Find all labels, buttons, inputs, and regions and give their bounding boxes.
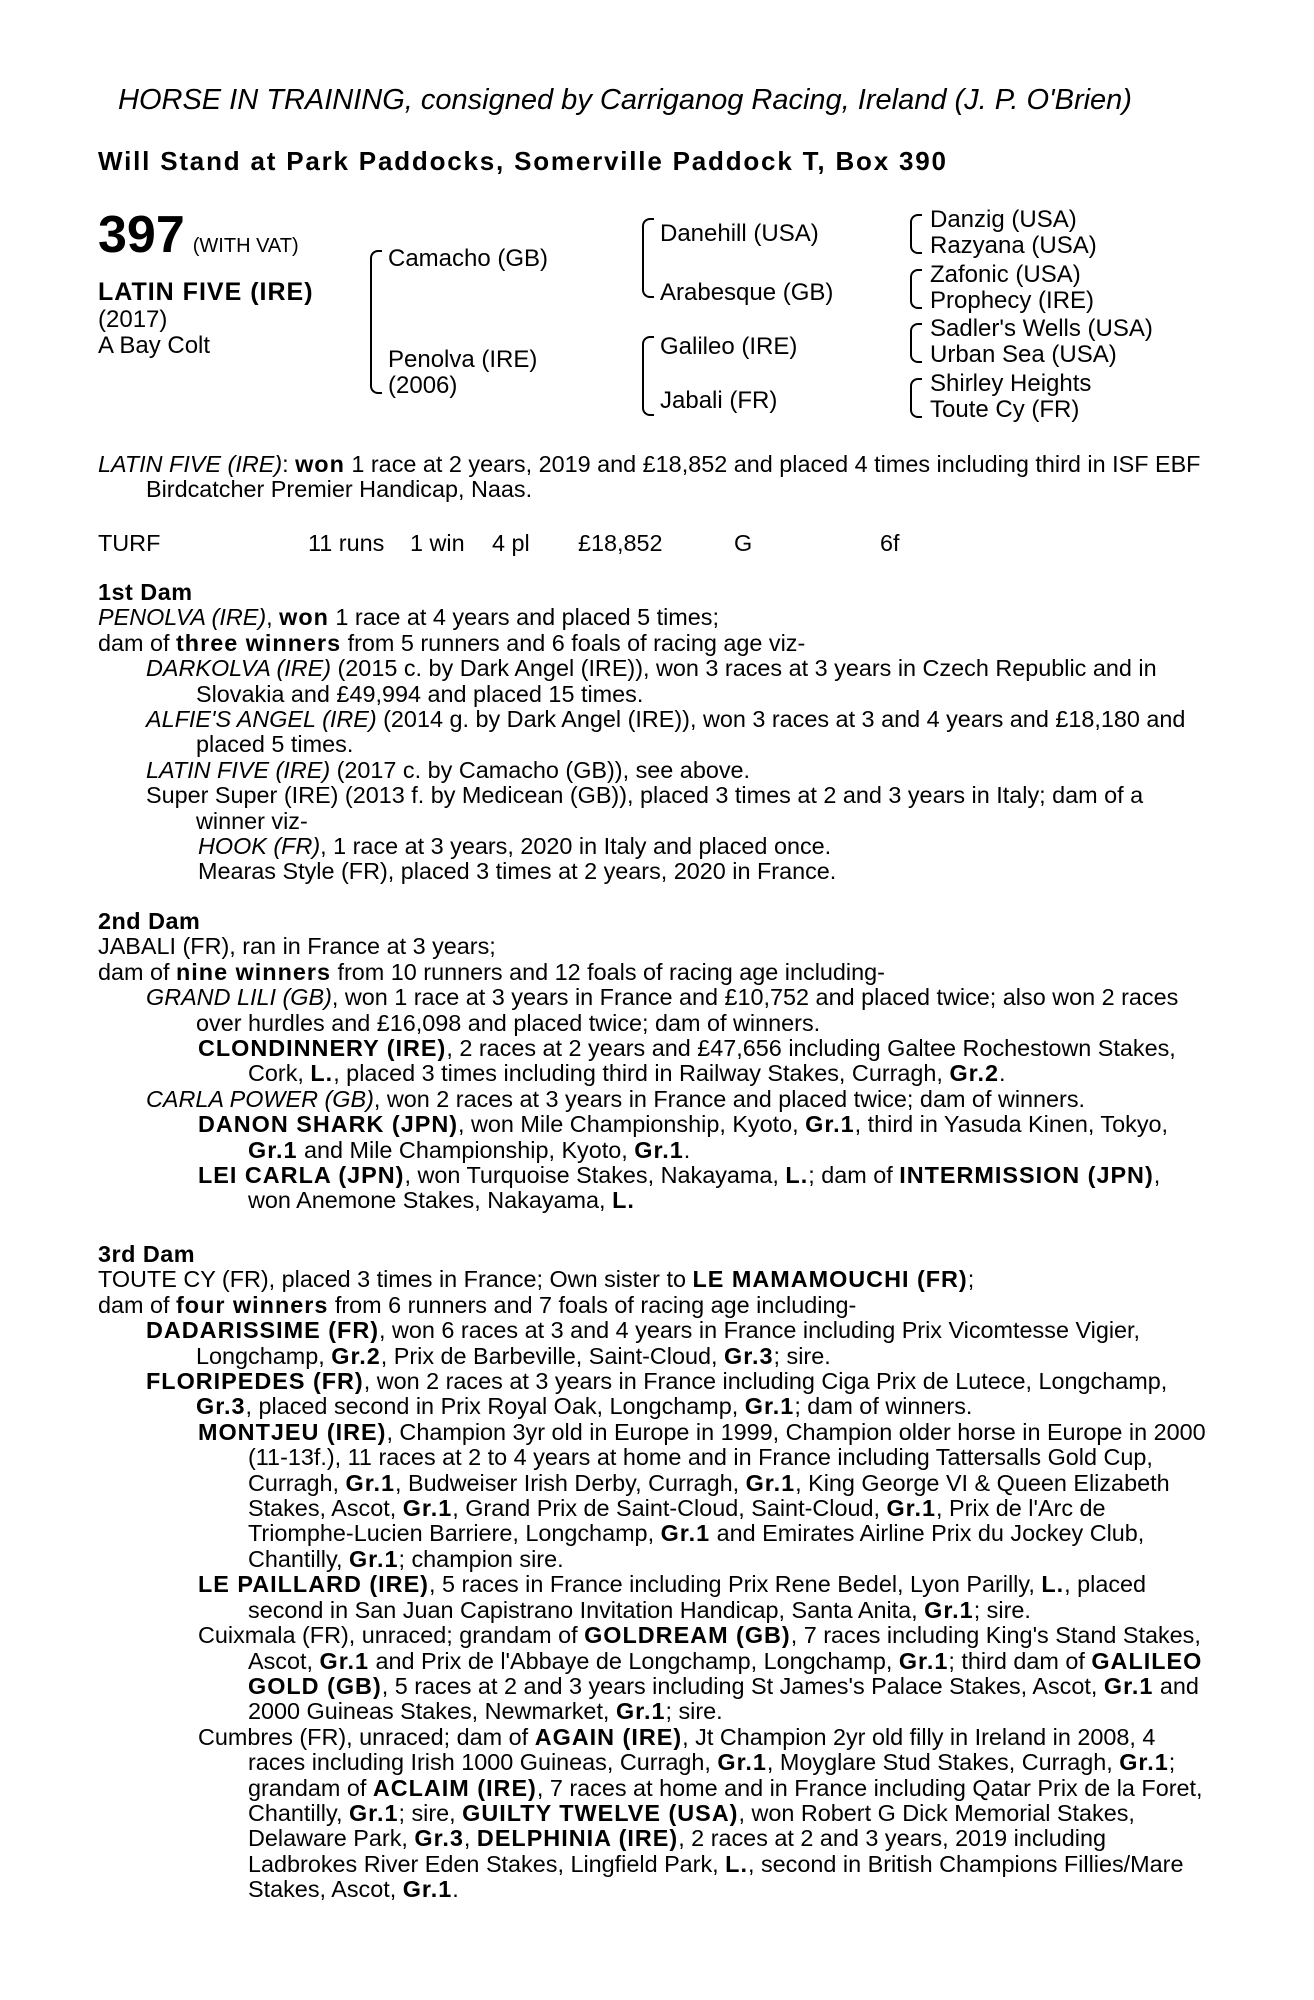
- produce-text: Mearas Style (FR), placed 3 times at 2 years, 2020 in France.: [198, 858, 837, 885]
- first-dam-section: [98, 580, 1208, 885]
- produce-text: ; dam of winners.: [794, 1393, 973, 1420]
- sibling-name: LE MAMAMOUCHI (FR): [692, 1266, 968, 1293]
- produce-text: , 5 races in France including Prix Rene Bedel, Lyon Parilly,: [428, 1571, 1042, 1598]
- group-mark: Gr.1: [615, 1698, 666, 1725]
- group-mark: Gr.1: [348, 1799, 399, 1826]
- first-dam-line: PENOLVA (IRE), won 1 race at 4 years and placed 5 times;: [98, 604, 719, 631]
- produce-text: , 2 races at 2 years and £47,656 including Galtee Rochestown Stakes, Cork,: [248, 1035, 1176, 1087]
- pedigree-brace: [910, 323, 922, 363]
- pedigree-brace: [370, 250, 382, 394]
- produce-text: , won Robert G Dick Memorial Stakes, Delaware Park,: [248, 1799, 1135, 1852]
- dam-text: TOUTE CY (FR), placed 3 times in France; Own sister to: [98, 1266, 693, 1293]
- produce-text: ; grandam of: [248, 1749, 1176, 1801]
- vat-label: (WITH VAT): [192, 235, 299, 257]
- pedigree-g6: Urban Sea (USA): [930, 341, 1117, 368]
- second-dam-produce-intro: [98, 960, 1208, 985]
- produce-name: LEI CARLA (JPN): [198, 1162, 405, 1189]
- produce-text: , 7 races at home and in France including Qatar Prix de la Foret, Chantilly,: [248, 1774, 1203, 1826]
- lot-header: [98, 205, 299, 265]
- produce-text: , won Turquoise Stakes, Nakayama,: [404, 1162, 786, 1189]
- produce-text: ; dam of: [808, 1162, 900, 1189]
- produce-text: , Prix de Barbeville, Saint-Cloud,: [380, 1342, 724, 1369]
- produce-name: LATIN FIVE (IRE): [146, 756, 331, 783]
- produce-text: , 1 race at 3 years, 2020 in Italy and placed once.: [320, 833, 832, 860]
- produce-entry: [98, 1318, 1208, 1369]
- group-mark: Gr.1: [745, 1469, 796, 1496]
- group-mark: Gr.1: [1119, 1749, 1169, 1776]
- second-dam-heading: 2nd Dam: [98, 908, 201, 934]
- pedigree-dam-sire: Galileo (IRE): [660, 333, 798, 360]
- produce-text: ; third dam of: [948, 1647, 1092, 1674]
- group-mark: Gr.1: [744, 1393, 795, 1420]
- produce-entry: [98, 1725, 1208, 1903]
- lot-number: 397: [98, 206, 185, 264]
- second-dam-line: JABALI (FR), ran in France at 3 years;: [98, 933, 496, 960]
- summary-won: won: [295, 451, 345, 477]
- turf-placed: 4 pl: [492, 530, 530, 556]
- pedigree-g5: Sadler's Wells (USA): [930, 315, 1153, 342]
- summary-paragraph: LATIN FIVE (IRE): won 1 race at 2 years, 2019 and £18,852 and placed 4 times including third in ISF EBF Birdcatcher Premier Handicap, Naas.: [98, 451, 1201, 503]
- produce-entry: [98, 1369, 1208, 1420]
- produce-name: HOOK (FR): [198, 833, 321, 860]
- group-mark: Gr.1: [345, 1469, 396, 1496]
- pedigree-sire-sire: Danehill (USA): [660, 220, 819, 247]
- produce-text: , Jt Champion 2yr old filly in Ireland in 2008, 4 races including Irish 1000 Guineas, Curragh,: [248, 1723, 1156, 1776]
- produce-name: DANON SHARK (JPN): [198, 1111, 459, 1138]
- listed-mark: L.: [612, 1187, 635, 1214]
- produce-entry: [98, 656, 1208, 707]
- third-dam-heading: 3rd Dam: [98, 1241, 196, 1267]
- pedigree-brace: [642, 336, 654, 416]
- produce-text: Cumbres (FR), unraced; dam of: [198, 1723, 535, 1750]
- produce-entry: [98, 1420, 1208, 1572]
- produce-text: and Mile Championship, Kyoto,: [297, 1136, 635, 1163]
- summary-text: 1 race at 2 years, 2019 and £18,852 and placed 4 times including third in: [344, 451, 1106, 477]
- dam-text: 1 race at 4 years and placed 5 times;: [328, 604, 719, 631]
- dam-text: ;: [967, 1266, 975, 1293]
- produce-text: , Champion 3yr old in Europe in 1999, Champion older horse in Europe in 2000 (11-13f.), 11 races at 2 to 4 years at home and in France including Tattersalls Gold Cup, Curragh,: [248, 1418, 1206, 1496]
- first-dam-heading: 1st Dam: [98, 579, 193, 605]
- third-dam-section: [98, 1242, 1208, 1903]
- summary-horse-name: LATIN FIVE (IRE): [98, 451, 283, 477]
- produce-name: CLONDINNERY (IRE): [198, 1035, 447, 1062]
- pedigree-g4: Prophecy (IRE): [930, 287, 1095, 314]
- pedigree-g1: Danzig (USA): [930, 206, 1077, 233]
- turf-distance: 6f: [880, 530, 900, 556]
- produce-entry: [98, 1163, 1208, 1214]
- produce-text: , second in British Champions Fillies/Mare Stakes, Ascot,: [248, 1850, 1184, 1903]
- group-mark: Gr.1: [898, 1647, 949, 1674]
- produce-name: ALFIE'S ANGEL (IRE): [146, 706, 377, 733]
- produce-text: ; sire,: [398, 1799, 463, 1826]
- produce-text: and Emirates Airline Prix du Jockey Club, Chantilly,: [248, 1520, 1145, 1572]
- pedigree-g2: Razyana (USA): [930, 232, 1097, 259]
- produce-text: ; champion sire.: [398, 1545, 564, 1572]
- produce-name: LE PAILLARD (IRE): [198, 1571, 429, 1598]
- produce-entry: [98, 758, 1208, 783]
- listed-mark: L.: [310, 1060, 334, 1087]
- produce-entry: [98, 1112, 1208, 1163]
- dam-of-winners: three winners: [176, 629, 342, 656]
- produce-text: .: [452, 1876, 459, 1903]
- produce-entry: [98, 1036, 1208, 1087]
- produce-name: ACLAIM (IRE): [372, 1774, 537, 1801]
- produce-text: (2015 c. by Dark Angel (IRE)), won 3 races at 3 years in Czech Republic and in Slovakia and £49,994 and placed 15 times.: [196, 655, 1157, 707]
- horse-description: A Bay Colt: [98, 332, 211, 359]
- race-summary: [98, 452, 1208, 503]
- produce-text: (2017 c. by Camacho (GB)), see above.: [330, 756, 751, 783]
- dam-of-prefix: dam of: [98, 1291, 177, 1318]
- group-mark: Gr.2: [331, 1342, 381, 1369]
- pedigree-g8: Toute Cy (FR): [930, 396, 1080, 423]
- third-dam-line: [98, 1267, 1208, 1292]
- pedigree-brace: [910, 269, 922, 309]
- group-mark: Gr.1: [717, 1749, 767, 1776]
- produce-text: , 7 races including King's Stand Stakes, Ascot,: [248, 1622, 1201, 1674]
- produce-text: Cuixmala (FR), unraced; grandam of: [198, 1622, 585, 1649]
- dam-of-winners: nine winners: [176, 958, 331, 985]
- third-dam-produce-intro: [98, 1293, 1208, 1318]
- group-mark: Gr.1: [924, 1596, 974, 1623]
- group-mark: Gr.2: [949, 1060, 999, 1087]
- produce-text: , third in Yasuda Kinen, Tokyo,: [854, 1111, 1169, 1138]
- dam-name: PENOLVA (IRE): [98, 604, 267, 631]
- produce-entry: [98, 1572, 1208, 1623]
- produce-entry: [98, 783, 1208, 834]
- group-mark: Gr.1: [402, 1876, 453, 1903]
- dam-of-prefix: dam of: [98, 629, 177, 656]
- stand-location: Will Stand at Park Paddocks, Somerville Paddock T, Box 390: [98, 146, 948, 176]
- summary-text-2: ISF EBF Birdcatcher Premier Handicap, Naas.: [146, 451, 1201, 503]
- page-heading: HORSE IN TRAINING, consigned by Carriganog Racing, Ireland (J. P. O'Brien): [118, 84, 1132, 116]
- group-mark: Gr.3: [724, 1342, 774, 1369]
- produce-entry: [98, 985, 1208, 1036]
- produce-name: GALILEO GOLD (GB): [248, 1647, 1203, 1699]
- produce-text: Super Super (IRE) (2013 f. by Medicean (GB)), placed 3 times at 2 and 3 years in Italy; dam of a winner viz-: [146, 782, 1144, 834]
- produce-text: ; sire.: [973, 1596, 1031, 1623]
- group-mark: Gr.1: [1103, 1672, 1154, 1699]
- horse-name: LATIN FIVE (IRE): [98, 278, 314, 306]
- produce-text: , placed 3 times including third in Railway Stakes, Curragh,: [333, 1060, 950, 1087]
- listed-mark: L.: [785, 1162, 809, 1189]
- produce-name: GRAND LILI (GB): [146, 984, 332, 1011]
- group-mark: Gr.3: [196, 1393, 246, 1420]
- produce-text: , won Mile Championship, Kyoto,: [458, 1111, 806, 1138]
- pedigree-sire: Camacho (GB): [388, 245, 549, 272]
- group-mark: Gr.1: [886, 1495, 936, 1522]
- produce-name: CARLA POWER (GB): [146, 1085, 374, 1112]
- produce-text: , 5 races at 2 and 3 years including St James's Palace Stakes, Ascot,: [381, 1672, 1104, 1699]
- produce-text: , Budweiser Irish Derby, Curragh,: [395, 1469, 746, 1496]
- produce-name: AGAIN (IRE): [534, 1723, 683, 1750]
- produce-entry: [98, 1623, 1208, 1725]
- produce-entry: [98, 834, 1208, 859]
- produce-entry: [98, 859, 1208, 884]
- listed-mark: L.: [1041, 1571, 1065, 1598]
- produce-name: GUILTY TWELVE (USA): [462, 1799, 739, 1826]
- group-mark: Gr.3: [414, 1825, 464, 1852]
- group-mark: Gr.1: [805, 1111, 855, 1138]
- pedigree-dam-dam: Jabali (FR): [660, 387, 778, 414]
- produce-entry: [98, 1087, 1208, 1112]
- dam-of-suffix: from 6 runners and 7 foals of racing age including-: [328, 1291, 857, 1318]
- produce-text: , Grand Prix de Saint-Cloud, Saint-Cloud,: [452, 1495, 887, 1522]
- second-dam-section: [98, 909, 1208, 1214]
- group-mark: Gr.1: [402, 1495, 453, 1522]
- produce-name: FLORIPEDES (FR): [146, 1368, 364, 1395]
- produce-name: DADARISSIME (FR): [146, 1317, 380, 1344]
- turf-going: G: [734, 530, 753, 556]
- horse-year: (2017): [98, 306, 168, 333]
- dam-of-prefix: dam of: [98, 958, 177, 985]
- produce-text: , placed second in San Juan Capistrano Invitation Handicap, Santa Anita,: [248, 1571, 1147, 1623]
- produce-text: , King George VI & Queen Elizabeth Stakes, Ascot,: [248, 1469, 1170, 1522]
- group-mark: Gr.1: [634, 1136, 684, 1163]
- produce-text: .: [683, 1136, 691, 1163]
- produce-text: ; sire.: [665, 1698, 723, 1725]
- produce-text: , 2 races at 2 and 3 years, 2019 including Ladbrokes River Eden Stakes, Lingfield Park,: [248, 1825, 1106, 1877]
- produce-name: INTERMISSION (JPN): [899, 1162, 1154, 1189]
- turf-earnings: £18,852: [578, 530, 663, 556]
- pedigree-sire-dam: Arabesque (GB): [660, 279, 834, 306]
- produce-text: , Moyglare Stud Stakes, Curragh,: [766, 1749, 1120, 1776]
- produce-text: , won 2 races at 3 years in France including Ciga Prix de Lutece, Longchamp,: [363, 1368, 1168, 1395]
- produce-text: , Prix de l'Arc de Triomphe-Lucien Barriere, Longchamp,: [248, 1495, 1106, 1547]
- pedigree-g3: Zafonic (USA): [930, 261, 1081, 288]
- produce-name: DELPHINIA (IRE): [476, 1825, 679, 1852]
- pedigree-dam: Penolva (IRE): [388, 346, 538, 373]
- first-dam-produce-intro: [98, 631, 1208, 656]
- turf-label: TURF: [98, 530, 161, 556]
- pedigree-g7: Shirley Heights: [930, 370, 1092, 397]
- produce-text: (2014 g. by Dark Angel (IRE)), won 3 races at 3 and 4 years and £18,180 and placed 5 times.: [196, 706, 1186, 758]
- group-mark: Gr.1: [319, 1647, 370, 1674]
- dam-of-winners: four winners: [176, 1291, 329, 1318]
- turf-runs: 11 runs: [308, 530, 385, 556]
- produce-entry: [98, 707, 1208, 758]
- turf-wins: 1 win: [410, 530, 465, 556]
- produce-text: ; sire.: [773, 1342, 831, 1369]
- produce-text: and Prix de l'Abbaye de Longchamp, Longchamp,: [369, 1647, 899, 1674]
- group-mark: Gr.1: [348, 1545, 399, 1572]
- produce-text: ,: [463, 1825, 477, 1852]
- dam-won: won: [279, 604, 329, 631]
- produce-text: , won 6 races at 3 and 4 years in France including Prix Vicomtesse Vigier, Longchamp,: [196, 1317, 1141, 1369]
- produce-name: DARKOLVA (IRE): [146, 655, 332, 682]
- group-mark: Gr.1: [248, 1136, 298, 1163]
- pedigree-brace: [642, 218, 654, 298]
- produce-name: MONTJEU (IRE): [198, 1418, 387, 1445]
- listed-mark: L.: [725, 1850, 748, 1877]
- produce-text: , placed second in Prix Royal Oak, Longchamp,: [245, 1393, 745, 1420]
- produce-text: , won 2 races at 3 years in France and placed twice; dam of winners.: [373, 1085, 1086, 1112]
- dam-of-suffix: from 10 runners and 12 foals of racing age including-: [331, 958, 885, 985]
- produce-text: , won Anemone Stakes, Nakayama,: [248, 1162, 1161, 1214]
- pedigree-dam-year: (2006): [388, 372, 458, 399]
- produce-text: and 2000 Guineas Stakes, Newmarket,: [248, 1672, 1199, 1725]
- pedigree-brace: [910, 214, 922, 254]
- dam-of-suffix: from 5 runners and 6 foals of racing age viz-: [341, 629, 806, 656]
- produce-name: GOLDREAM (GB): [584, 1622, 791, 1649]
- produce-text: .: [998, 1060, 1006, 1087]
- group-mark: Gr.1: [660, 1520, 711, 1547]
- produce-text: , won 1 race at 3 years in France and £10,752 and placed twice; also won 2 races over hurdles and £16,098 and placed twice; dam of winners.: [196, 984, 1179, 1036]
- pedigree-brace: [910, 378, 922, 418]
